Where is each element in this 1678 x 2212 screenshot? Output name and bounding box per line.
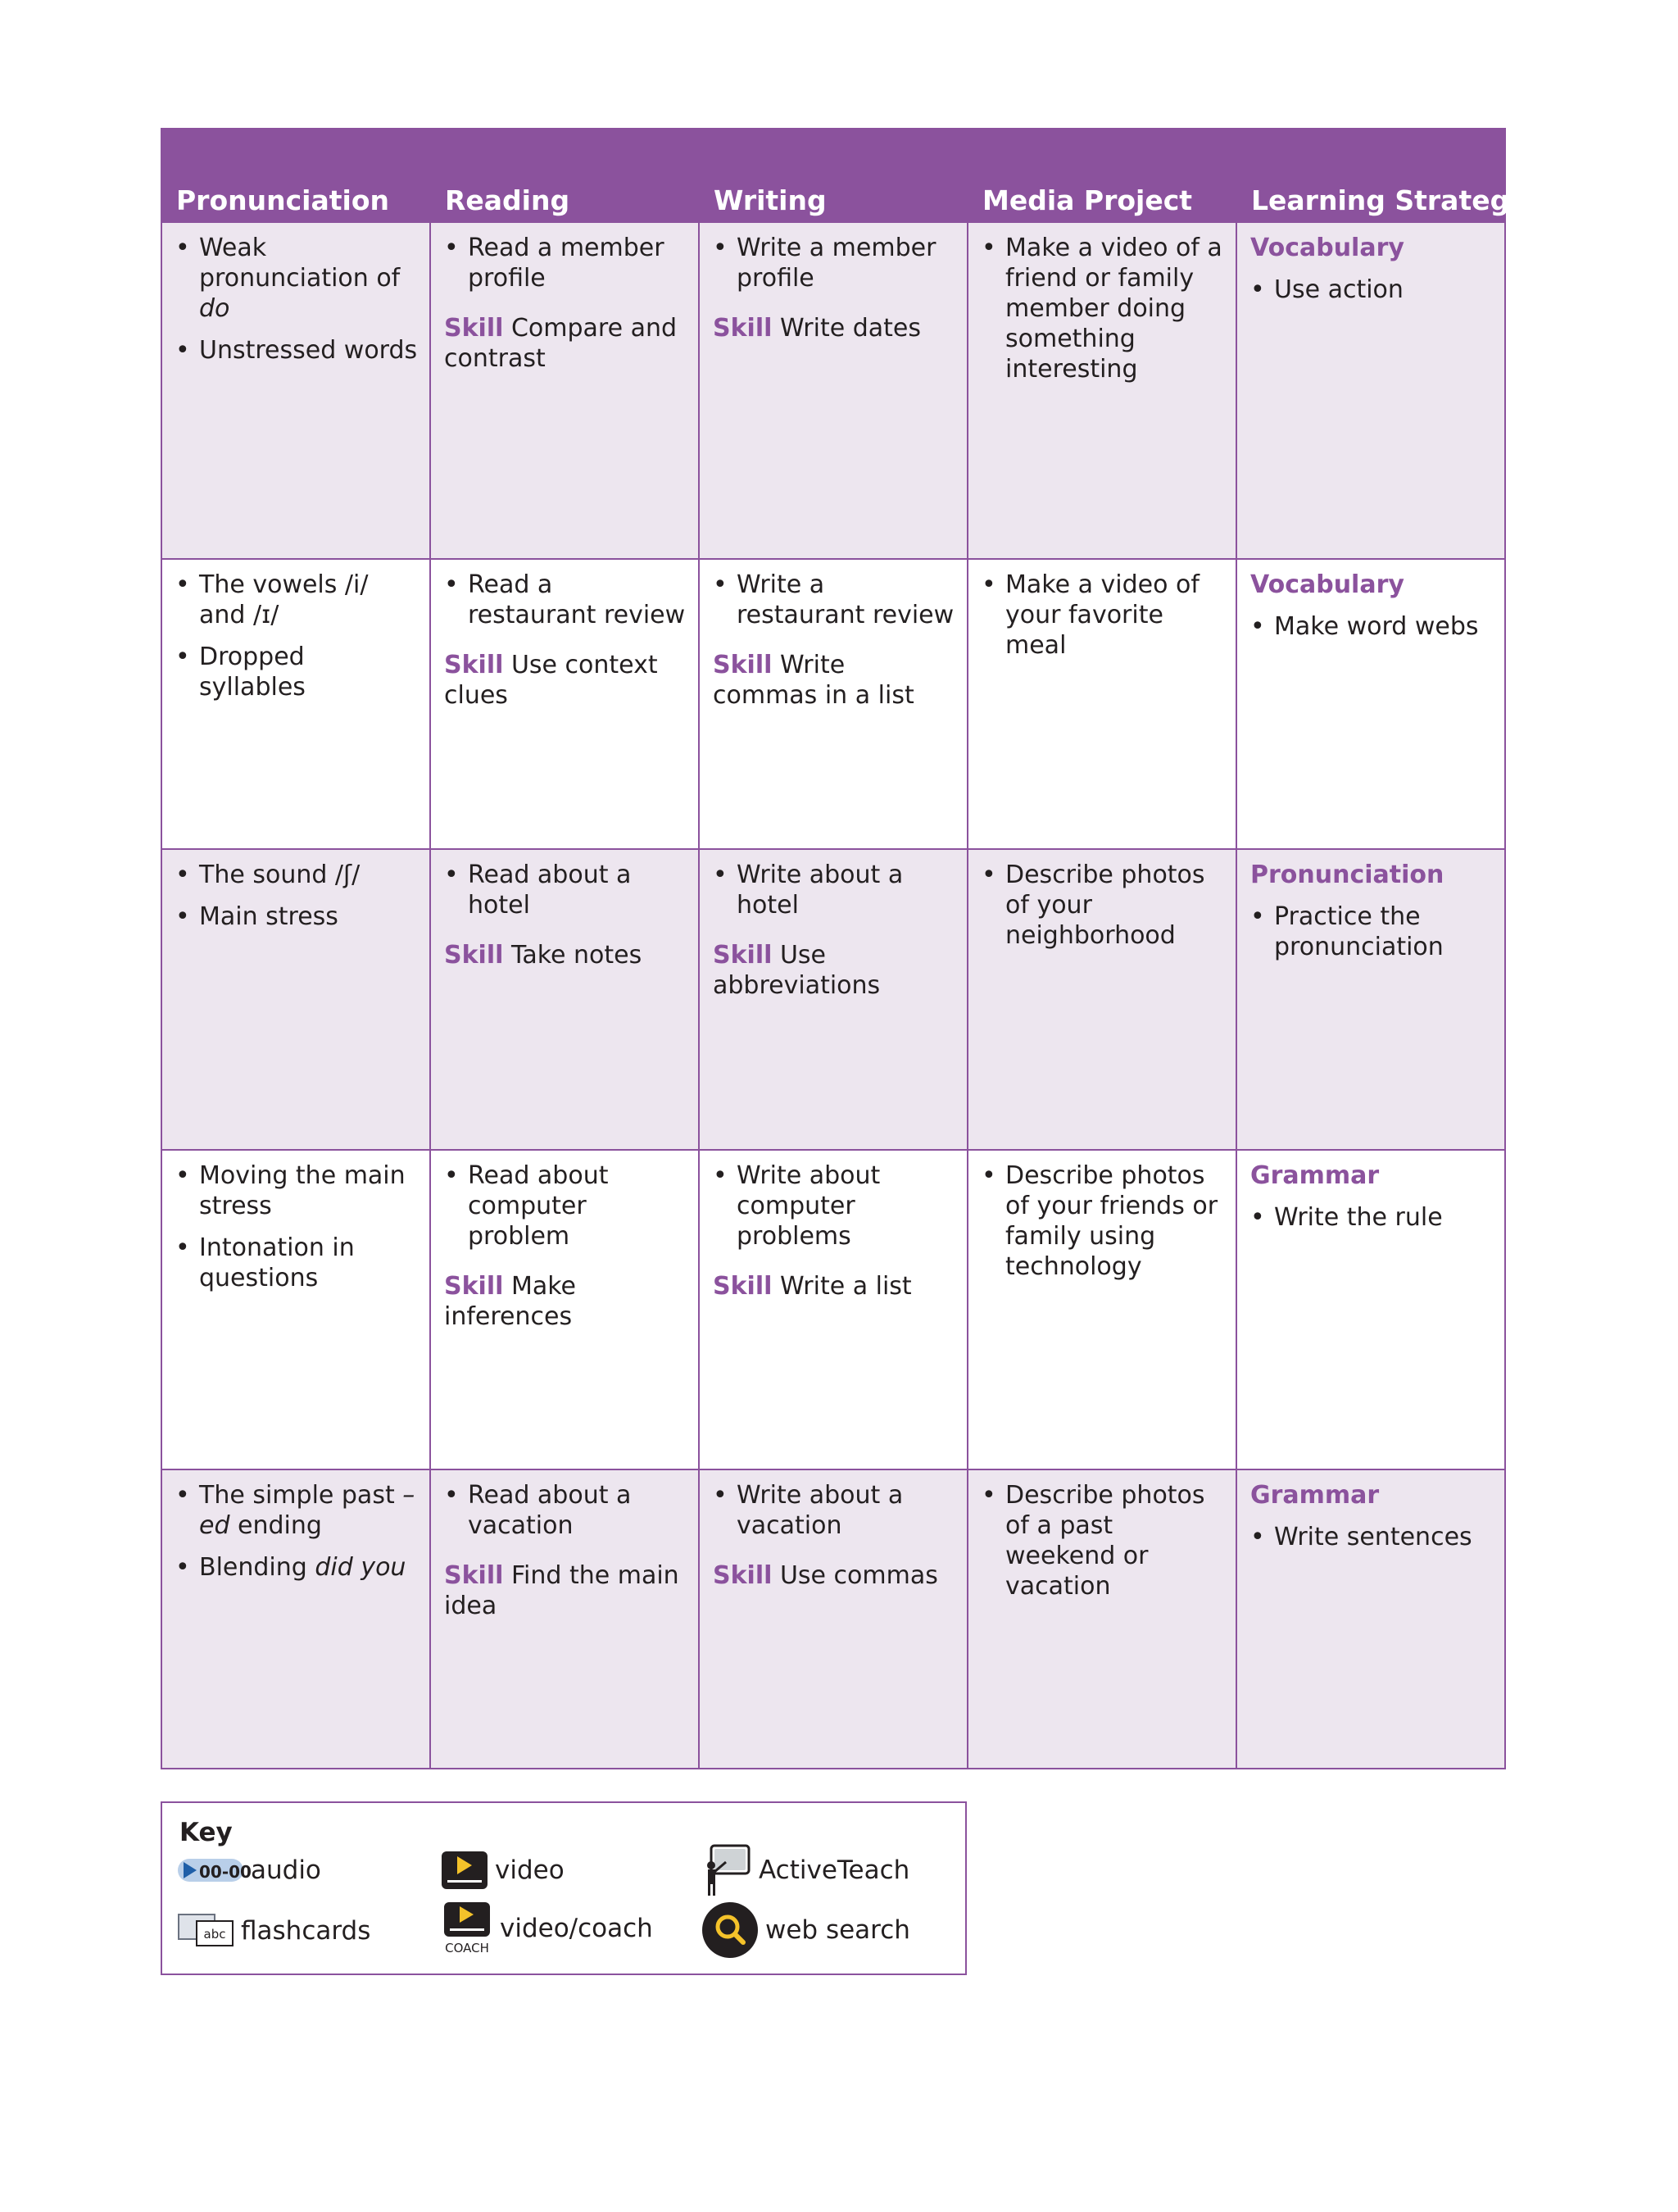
header-media-project: Media Project: [968, 129, 1236, 222]
bullet-item: • Make word webs: [1250, 611, 1493, 642]
skill-line: Skill Write dates: [713, 314, 921, 343]
header-learning-strategy: Learning Strategy: [1236, 129, 1505, 222]
key-label-audio: audio: [251, 1855, 321, 1885]
table-row: [161, 1469, 1505, 1769]
skill-line: Skill Compare and contrast: [444, 314, 678, 373]
skill-line: Skill Write commas in a list: [713, 651, 914, 710]
bullet-item: • Write a restaurant review: [713, 570, 955, 630]
skill-line: Skill Find the main idea: [444, 1561, 679, 1620]
audio-icon: [177, 1854, 252, 1887]
bullet-item: • Write the rule: [1250, 1202, 1493, 1233]
audio-badge-text: 00-00: [199, 1862, 252, 1882]
pronunciation-cell: [161, 222, 430, 559]
key-label-web-search: web search: [765, 1915, 910, 1945]
media-project-cell: [968, 559, 1236, 849]
learning-strategy-cell: [1236, 222, 1505, 559]
bullet-item: • Describe photos of your neighborhood: [982, 860, 1224, 951]
reading-cell: [430, 1469, 699, 1769]
bullet-item: • Write about a vacation: [713, 1480, 955, 1541]
writing-cell: [699, 559, 968, 849]
bullet-item: • Read a restaurant review: [444, 570, 687, 630]
learning-strategy-cell: [1236, 1150, 1505, 1469]
bullet-item: • Write about a hotel: [713, 860, 955, 920]
skill-line: Skill Use commas: [713, 1561, 938, 1590]
bullet-item: • Read a member profile: [444, 233, 687, 293]
skill-line: Skill Take notes: [444, 941, 642, 970]
reading-cell: [430, 1150, 699, 1469]
header-writing: Writing: [699, 129, 968, 222]
learning-strategy-cell: [1236, 559, 1505, 849]
video-coach-badge-text: COACH: [445, 1941, 489, 1955]
key-item-video-coach: [441, 1901, 653, 1955]
bullet-item: • The sound /ʃ/: [175, 860, 418, 890]
pronunciation-cell: [161, 1469, 430, 1769]
key-label-flashcards: flashcards: [241, 1916, 371, 1946]
flashcards-badge-text: abc: [203, 1927, 226, 1942]
pronunciation-cell: [161, 849, 430, 1150]
bullet-item: • Unstressed words: [175, 335, 418, 366]
key-item-audio: [177, 1846, 321, 1895]
video-icon: [441, 1851, 488, 1890]
reading-cell: [430, 222, 699, 559]
bullet-item: • Make a video of your favorite meal: [982, 570, 1224, 661]
strategy-label: Pronunciation: [1250, 861, 1444, 889]
table-row: [161, 559, 1505, 849]
bullet-item: • Write a member profile: [713, 233, 955, 293]
bullet-item: • Write sentences: [1250, 1522, 1493, 1552]
media-project-cell: [968, 849, 1236, 1150]
table-header-row: [161, 129, 1505, 222]
bullet-item: • The simple past –ed ending: [175, 1480, 418, 1541]
video-coach-icon: [441, 1901, 493, 1955]
media-project-cell: [968, 1469, 1236, 1769]
key-label-video-coach: video/coach: [500, 1914, 653, 1943]
media-project-cell: [968, 222, 1236, 559]
bullet-item: • Describe photos of your friends or family using technology: [982, 1161, 1224, 1282]
key-item-flashcards: [177, 1906, 370, 1955]
bullet-item: • Practice the pronunciation: [1250, 902, 1493, 962]
table-row: [161, 1150, 1505, 1469]
strategy-label: Vocabulary: [1250, 570, 1404, 599]
bullet-item: • Use action: [1250, 275, 1493, 305]
media-project-cell: [968, 1150, 1236, 1469]
writing-cell: [699, 1469, 968, 1769]
table-row: [161, 849, 1505, 1150]
skill-line: Skill Write a list: [713, 1272, 912, 1301]
strategy-label: Vocabulary: [1250, 234, 1404, 262]
bullet-item: • Make a video of a friend or family member doing something interesting: [982, 233, 1224, 384]
key-legend: [161, 1801, 967, 1975]
writing-cell: [699, 222, 968, 559]
pronunciation-cell: [161, 1150, 430, 1469]
web-search-icon: [701, 1901, 759, 1959]
key-item-web-search: [701, 1901, 910, 1959]
learning-strategy-cell: [1236, 849, 1505, 1150]
bullet-item: • Main stress: [175, 902, 418, 932]
activeteach-icon: [701, 1844, 752, 1896]
strategy-label: Grammar: [1250, 1161, 1380, 1190]
scope-and-sequence-table: [161, 128, 1527, 1769]
key-title: Key: [179, 1818, 233, 1847]
strategy-label: Grammar: [1250, 1481, 1380, 1510]
bullet-item: • Intonation in questions: [175, 1233, 418, 1293]
reading-cell: [430, 559, 699, 849]
flashcards-icon: [177, 1913, 234, 1949]
writing-cell: [699, 849, 968, 1150]
key-label-video: video: [495, 1855, 565, 1885]
bullet-item: • Write about computer problems: [713, 1161, 955, 1251]
writing-cell: [699, 1150, 968, 1469]
table-row: [161, 222, 1505, 559]
bullet-item: • Moving the main stress: [175, 1161, 418, 1221]
bullet-item: • Read about a hotel: [444, 860, 687, 920]
bullet-item: • Weak pronunciation of do: [175, 233, 418, 324]
bullet-item: • Dropped syllables: [175, 642, 418, 702]
bullet-item: • Blending did you: [175, 1552, 418, 1583]
bullet-item: • The vowels /i/ and /ɪ/: [175, 570, 418, 630]
key-item-activeteach: [701, 1846, 909, 1895]
skill-line: Skill Make inferences: [444, 1272, 576, 1331]
bullet-item: • Read about computer problem: [444, 1161, 687, 1251]
skill-line: Skill Use abbreviations: [713, 941, 881, 1000]
header-reading: Reading: [430, 129, 699, 222]
pronunciation-cell: [161, 559, 430, 849]
learning-strategy-cell: [1236, 1469, 1505, 1769]
bullet-item: • Describe photos of a past weekend or vacation: [982, 1480, 1224, 1601]
key-item-video: [441, 1846, 565, 1895]
key-label-activeteach: ActiveTeach: [759, 1855, 910, 1885]
bullet-item: • Read about a vacation: [444, 1480, 687, 1541]
skill-line: Skill Use context clues: [444, 651, 658, 710]
reading-cell: [430, 849, 699, 1150]
header-pronunciation: Pronunciation: [161, 129, 430, 222]
